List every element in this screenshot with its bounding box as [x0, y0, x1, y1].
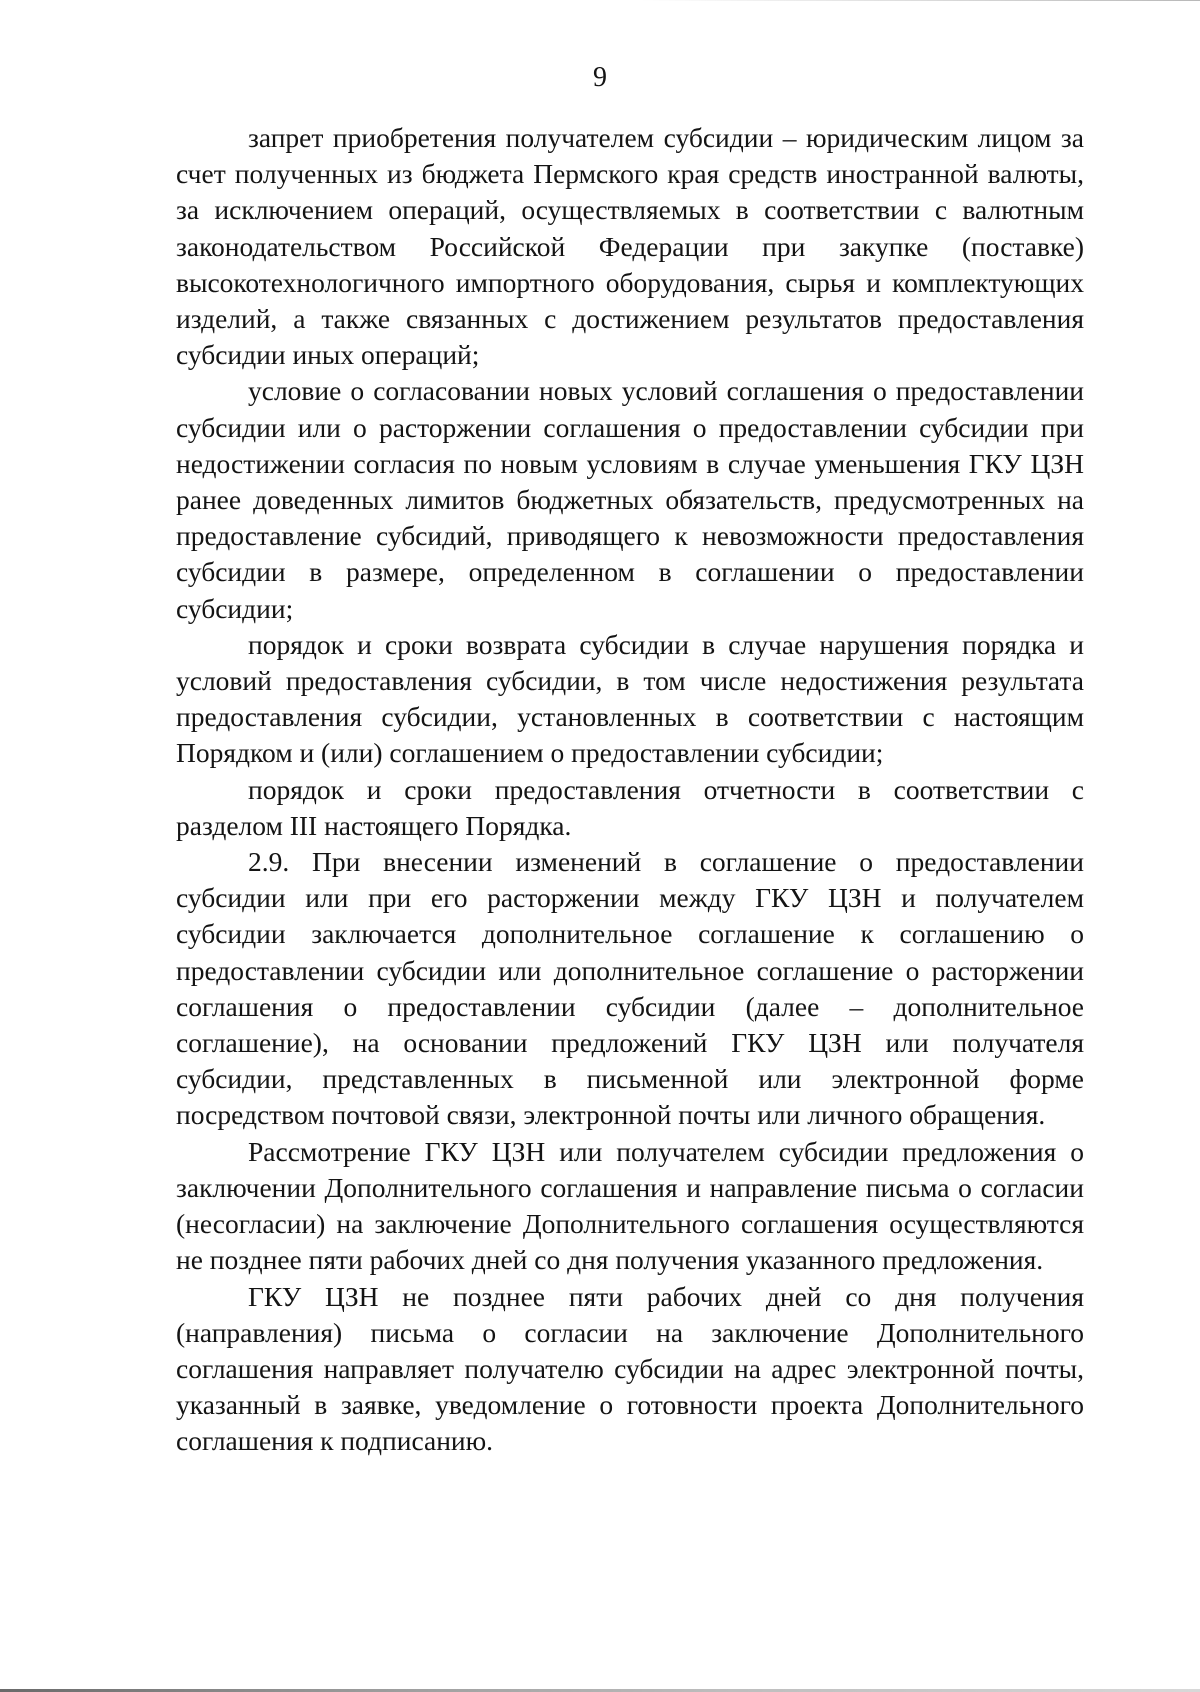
paragraph-currency-prohibition: запрет приобретения получателем субсидии – юридическим лицом за счет полученных из бюджета Пермского края средств иностранной валюты, за исключением операций, осуществляемых в соответствии с валютным законодательством Российской Федерации при закупке (поставке) высокотехнологичного импортного оборудования, сырья и комплектующих изделий, а также связанных с достижением результатов предоставления субсидии иных операций; [176, 122, 1084, 371]
paragraph-2-9-amendments: 2.9. При внесении изменений в соглашение о предоставлении субсидии или при его расторжении между ГКУ ЦЗН и получателем субсидии заключается дополнительное соглашение к соглашению о предоставлении субсидии или дополнительное соглашение о расторжении соглашения о предоставлении субсидии (далее – дополнительное соглашение), на основании предложений ГКУ ЦЗН или получателя субсидии, представленных в письменной или электронной форме посредством почтовой связи, электронной почты или личного обращения. [176, 846, 1084, 1131]
paragraph-notification: ГКУ ЦЗН не позднее пяти рабочих дней со дня получения (направления) письма о согласии на заключение Дополнительного соглашения направляет получателю субсидии на адрес электронной почты, указанный в заявке, уведомление о готовности проекта Дополнительного соглашения к подписанию. [176, 1280, 1084, 1457]
page-number: 9 [593, 62, 607, 93]
paragraph-new-conditions: условие о согласовании новых условий соглашения о предоставлении субсидии или о расторжении соглашения о предоставлении субсидии при недостижении согласия по новым условиям в случае уменьшения ГКУ ЦЗН ранее доведенных лимитов бюджетных обязательств, предусмотренных на предоставление субсидий, приводящего к невозможности предоставления субсидии в размере, определенном в соглашении о предоставлении субсидии; [176, 375, 1084, 624]
paragraph-proposal-review: Рассмотрение ГКУ ЦЗН или получателем субсидии предложения о заключении Дополнительного соглашения и направление письма о согласии (несогласии) на заключение Дополнительного соглашения осуществляются не позднее пяти рабочих дней со дня получения указанного предложения. [176, 1135, 1084, 1276]
paragraph-reporting-procedure: порядок и сроки предоставления отчетности в соответствии с разделом III настоящего Порядка. [176, 773, 1084, 841]
document-body [176, 120, 1084, 1460]
paragraph-refund-procedure: порядок и сроки возврата субсидии в случае нарушения порядка и условий предоставления субсидии, в том числе недостижения результата предоставления субсидии, установленных в соответствии с настоящим Порядком и (или) соглашением о предоставлении субсидии; [176, 628, 1084, 769]
scan-top-edge [640, 0, 1200, 1]
